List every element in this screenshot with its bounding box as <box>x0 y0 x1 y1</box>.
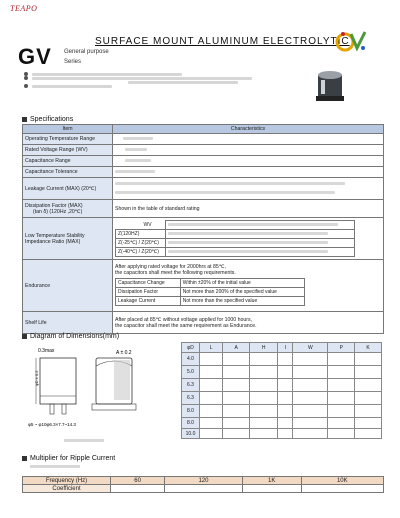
spec-value: Shown in the table of standard rating <box>113 200 384 218</box>
drawing-label-top: 0.3max <box>38 348 55 354</box>
dim-phi: 8.0 <box>182 405 200 418</box>
feature-item <box>24 76 252 80</box>
endurance-key: Leakage Current <box>116 297 181 306</box>
impedance-table <box>115 220 355 257</box>
drawing-label-side: A ± 0.2 <box>116 350 132 356</box>
ripple-freq: 120 <box>165 477 243 485</box>
dim-phi: 6.3 <box>182 392 200 405</box>
brand-logo: TEAPO <box>10 4 38 13</box>
feature-list <box>24 72 252 88</box>
dim-phi: 6.3 <box>182 379 200 392</box>
impedance-wv: WV <box>116 221 166 230</box>
spec-label: Capacitance Range <box>23 156 113 167</box>
series-code: GV <box>18 44 52 69</box>
dim-header: P <box>328 343 355 353</box>
spec-value <box>113 167 384 178</box>
impedance-row-label: Z(-40℃) / Z(20℃) <box>116 248 166 257</box>
dim-header: H <box>250 343 278 353</box>
page-title: SURFACE MOUNT ALUMINUM ELECTROLYTIC <box>95 36 350 47</box>
spec-label: Operating Temperature Range <box>23 134 113 145</box>
endurance-cell: After applying rated voltage for 2000hrs at 85℃, the capacitors shall meet the following requirements. Capacitance Change Within ±20% of the initial value Dissipation Factor Not more than 200% of the specified value Leakage Current Not more than the specified value <box>113 260 384 312</box>
spec-label: Dissipation Factor (MAX) (tan δ) (120Hz ,20℃) <box>23 200 113 218</box>
dim-header: W <box>293 343 328 353</box>
spec-value: After placed at 85℃ without voltage applied for 1000 hours, the capacitor shall meet the same requirement as Endurance. <box>113 312 384 334</box>
series-description: General purpose Series <box>64 49 109 65</box>
dim-phi: 8.0 <box>182 418 200 429</box>
endurance-key: Capacitance Change <box>116 279 181 288</box>
spec-label: Capacitance Tolerance <box>23 167 113 178</box>
dim-header: A <box>223 343 250 353</box>
impedance-row-label: Z(-25℃) / Z(20℃) <box>116 239 166 248</box>
dim-header: I <box>278 343 293 353</box>
spec-label: Shelf Life <box>23 312 113 334</box>
drawing-label-h: φD ± 0.5 <box>34 370 39 386</box>
impedance-cell <box>113 218 384 260</box>
ripple-table <box>22 476 384 493</box>
section-ripple: Multiplier for Ripple Current <box>22 455 115 462</box>
spec-value <box>113 134 384 145</box>
drawing-label-bottom: φ5 ~ φ10φ6.3×7.7~14.3 <box>28 422 76 427</box>
ripple-freq: 1K <box>242 477 301 485</box>
gv-logo-icon <box>333 28 369 54</box>
spec-label: Leakage Current (MAX) (20℃) <box>23 178 113 200</box>
spec-label: Rated Voltage Range (WV) <box>23 145 113 156</box>
spec-label: Endurance <box>23 260 113 312</box>
impedance-row-label: Z(120HZ) <box>116 230 166 239</box>
ripple-freq: 10K <box>301 477 383 485</box>
dim-phi: 4.0 <box>182 353 200 366</box>
dim-phi: 10.0 <box>182 429 200 439</box>
ripple-freq: 60 <box>111 477 165 485</box>
section-square-icon <box>22 117 27 122</box>
ripple-coef-label: Coefficient <box>23 485 111 493</box>
ripple-note <box>30 465 80 468</box>
specifications-table <box>22 124 384 334</box>
spec-value <box>113 156 384 167</box>
section-specifications: Specifications <box>22 116 73 123</box>
spec-value <box>113 145 384 156</box>
endurance-value: Not more than 200% of the specified value <box>180 288 304 297</box>
spec-value <box>113 178 384 200</box>
endurance-value: Not more than the specified value <box>180 297 304 306</box>
endurance-value: Within ±20% of the initial value <box>180 279 304 288</box>
dim-phi: 5.0 <box>182 366 200 379</box>
endurance-key: Dissipation Factor <box>116 288 181 297</box>
dim-header: L <box>200 343 223 353</box>
dim-header: K <box>355 343 382 353</box>
section-square-icon <box>22 334 27 339</box>
section-dimensions: Diagram of Dimensions(mm) <box>22 333 119 340</box>
dimension-diagram <box>24 340 174 450</box>
section-square-icon <box>22 456 27 461</box>
spec-label: Low Temperature Stability Impedance Ratio (MAX) <box>23 218 113 260</box>
dimensions-table <box>181 342 382 439</box>
capacitor-image <box>315 68 345 102</box>
column-header-characteristics: Characteristics <box>113 125 384 134</box>
ripple-freq-label: Frequency (Hz) <box>23 477 111 485</box>
feature-item <box>24 84 252 88</box>
dim-header: φD <box>182 343 200 353</box>
column-header-item: Item <box>23 125 113 134</box>
endurance-table <box>115 278 305 306</box>
